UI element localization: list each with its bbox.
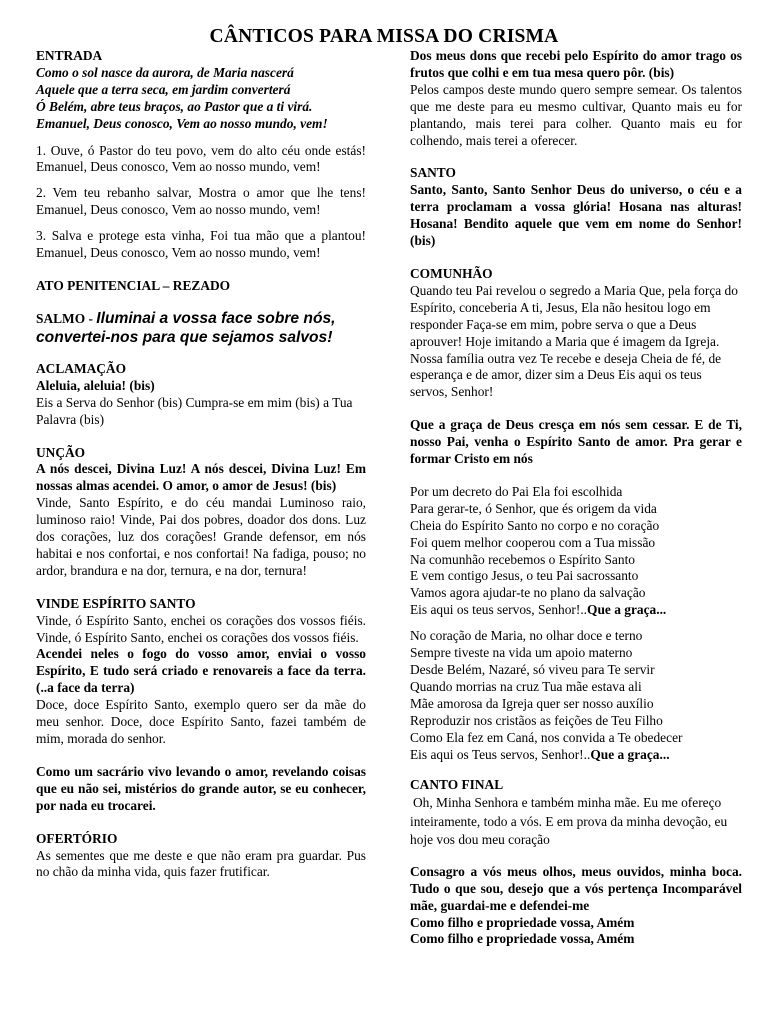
entrada-refrain-line: Ó Belém, abre teus braços, ao Pastor que a ti virá.: [36, 98, 313, 114]
uncao-heading: UNÇÃO: [36, 444, 86, 460]
right-column: [410, 48, 742, 948]
ofertorio-refrain: Dos meus dons que recebi pelo Espírito do amor trago os frutos que colhi e em tua mesa quero pôr. (bis): [410, 48, 742, 80]
santo-text: Santo, Santo, Santo Senhor Deus do universo, o céu e a terra proclamam a vossa glória! Hosana nas alturas! Hosana! Bendito aquele que vem em nome do Senhor! (bis): [410, 182, 742, 249]
comunhao-refrain: Que a graça de Deus cresça em nós sem cessar. E de Ti, nosso Pai, venha o Espírito Santo de amor. Pra gerar e formar Cristo em nós: [410, 417, 742, 467]
entrada-verse-2: 2. Vem teu rebanho salvar, Mostra o amor que lhe tens! Emanuel, Deus conosco, Vem ao nosso mundo, vem!: [36, 185, 366, 218]
comunhao-verse-3: [410, 628, 742, 763]
verse-refrain-cue: Que a graça...: [587, 602, 667, 618]
verse-line: Na comunhão recebemos o Espírito Santo: [410, 551, 635, 567]
uncao-text: Vinde, Santo Espírito, e do céu mandai Luminoso raio, luminoso raio! Vinde, Pai dos pobres, doador dos dons. Luz dos corações, luz dos corações! Grande defensor, em nós habitai e nos confortai, e nos confortai! Na fadiga, pouso; no ardor, brandura e na dor, ternura, e na dor, ternura!: [36, 495, 366, 578]
verse-line: E vem contigo Jesus, o teu Pai sacrossanto: [410, 568, 639, 584]
verse-refrain-cue: Que a graça...: [590, 746, 670, 762]
entrada-refrain-line: Emanuel, Deus conosco, Vem ao nosso mundo, vem!: [36, 115, 328, 131]
aclamacao-text: Eis a Serva do Senhor (bis) Cumpra-se em mim (bis) a Tua Palavra (bis): [36, 394, 353, 427]
vinde-refrain: Acendei neles o fogo do vosso amor, enviai o vosso Espírito, E tudo será criado e renovareis a face da terra. (..a face da terra): [36, 646, 366, 696]
canto-final-heading: CANTO FINAL: [410, 777, 504, 793]
vinde-text-2: Doce, doce Espírito Santo, exemplo quero ser da mãe do meu senhor. Doce, doce Espírito Santo, fazei também de mim, morada do senhor.: [36, 697, 366, 746]
verse-line: Vamos agora ajudar-te no plano da salvação: [410, 585, 646, 601]
verse-line: Mãe amorosa da Igreja quer ser nosso auxílio: [410, 695, 654, 711]
verse-line: Foi quem melhor cooperou com a Tua missão: [410, 534, 656, 550]
verse-line-last: [410, 602, 742, 619]
ofertorio-text-2: Pelos campos deste mundo quero sempre semear. Os talentos que me deste para eu mesmo cultivar, Quanto mais eu for plantando, mais terei para colher. Quanto mais eu for colhendo, mais terei a oferecer.: [410, 81, 742, 148]
verse-line-last: [410, 747, 742, 764]
comunhao-verse-2: [410, 484, 742, 619]
verse-line: Eis aqui os Teus servos, Senhor!..: [410, 746, 591, 762]
vinde-heading: VINDE ESPÍRITO SANTO: [36, 595, 196, 611]
canto-final-line: Como filho e propriedade vossa, Amém: [410, 914, 635, 930]
vinde-refrain-2: Como um sacrário vivo levando o amor, revelando coisas que eu não sei, mistérios do grande autor, se eu conhecer, por nada eu trocarei.: [36, 763, 366, 813]
ato-penitencial-heading: ATO PENITENCIAL – REZADO: [36, 277, 231, 293]
verse-line: Eis aqui os teus servos, Senhor!..: [410, 602, 588, 618]
santo-heading: SANTO: [410, 165, 456, 181]
entrada-refrain-line: Como o sol nasce da aurora, de Maria nascerá: [36, 64, 294, 80]
salmo-block: [36, 309, 366, 347]
salmo-text: Iluminai a vossa face sobre nós, convertei-nos para que sejamos salvos!: [36, 309, 336, 346]
uncao-refrain: A nós descei, Divina Luz! A nós descei, Divina Luz! Em nossas almas acendei. O amor, o amor de Jesus! (bis): [36, 461, 366, 494]
left-column: [36, 48, 366, 881]
verse-line: Por um decreto do Pai Ela foi escolhida: [410, 483, 623, 499]
entrada-heading: ENTRADA: [36, 48, 103, 63]
verse-line: Desde Belém, Nazaré, só viveu para Te servir: [410, 662, 655, 677]
verse-line: Reproduzir nos cristãos as feições de Teu Filho: [410, 712, 663, 728]
canto-final-refrain: Consagro a vós meus olhos, meus ouvidos, minha boca. Tudo o que sou, desejo que a vós pertença Incomparável mãe, guardai-me e defendei-me: [410, 863, 742, 913]
verse-line: Sempre tiveste na vida um apoio materno: [410, 645, 633, 661]
entrada-verse-1: 1. Ouve, ó Pastor do teu povo, vem do alto céu onde estás! Emanuel, Deus conosco, Vem ao nosso mundo, vem!: [36, 142, 366, 175]
entrada-verse-3: 3. Salva e protege esta vinha, Foi tua mão que a plantou! Emanuel, Deus conosco, Vem ao nosso mundo, vem!: [36, 228, 366, 261]
verse-line: Cheia do Espírito Santo no corpo e no coração: [410, 517, 660, 533]
comunhao-heading: COMUNHÃO: [410, 265, 493, 281]
verse-line: No coração de Maria, no olhar doce e terno: [410, 628, 643, 644]
verse-line: Como Ela fez em Caná, nos convida a Te obedecer: [410, 729, 683, 745]
comunhao-text-1: Quando teu Pai revelou o segredo a Maria Que, pela força do Espírito, conceberia A ti, Jesus, Ela não hesitou logo em responder Faça-se em mim, pobre serva o que a Deus aprouver! Hoje imitando a Maria que é imagem da Igreja. Nossa família outra vez Te recebe e deseja Cheia de fé, de esperança e de amor, dizer sim a Deus Eis aqui os teus servos, Senhor!: [410, 282, 738, 400]
vinde-text-1: Vinde, ó Espírito Santo, enchei os corações dos vossos fiéis. Vinde, ó Espírito Santo, enchei os corações dos vossos fiéis.: [36, 612, 366, 645]
canto-final-text: Oh, Minha Senhora e também minha mãe. Eu me ofereço inteiramente, todo a vós. E em prova da minha devoção, eu hoje vos dou meu coração: [410, 795, 728, 848]
verse-line: Para gerar-te, ó Senhor, que és origem da vida: [410, 500, 657, 516]
page-title: CÂNTICOS PARA MISSA DO CRISMA: [209, 26, 559, 47]
canto-final-line: Como filho e propriedade vossa, Amém: [410, 931, 635, 947]
aclamacao-heading: ACLAMAÇÃO: [36, 360, 127, 376]
ofertorio-heading: OFERTÓRIO: [36, 830, 118, 846]
verse-line: Quando morrias na cruz Tua mãe estava ali: [410, 678, 642, 694]
ofertorio-text: As sementes que me deste e que não eram pra guardar. Pus no chão da minha vida, quis fazer frutificar.: [36, 847, 366, 880]
entrada-refrain: [36, 65, 366, 133]
entrada-refrain-line: Aquele que a terra seca, em jardim converterá: [36, 81, 291, 97]
salmo-heading: SALMO -: [36, 310, 93, 326]
aclamacao-refrain: Aleluia, aleluia! (bis): [36, 377, 155, 393]
